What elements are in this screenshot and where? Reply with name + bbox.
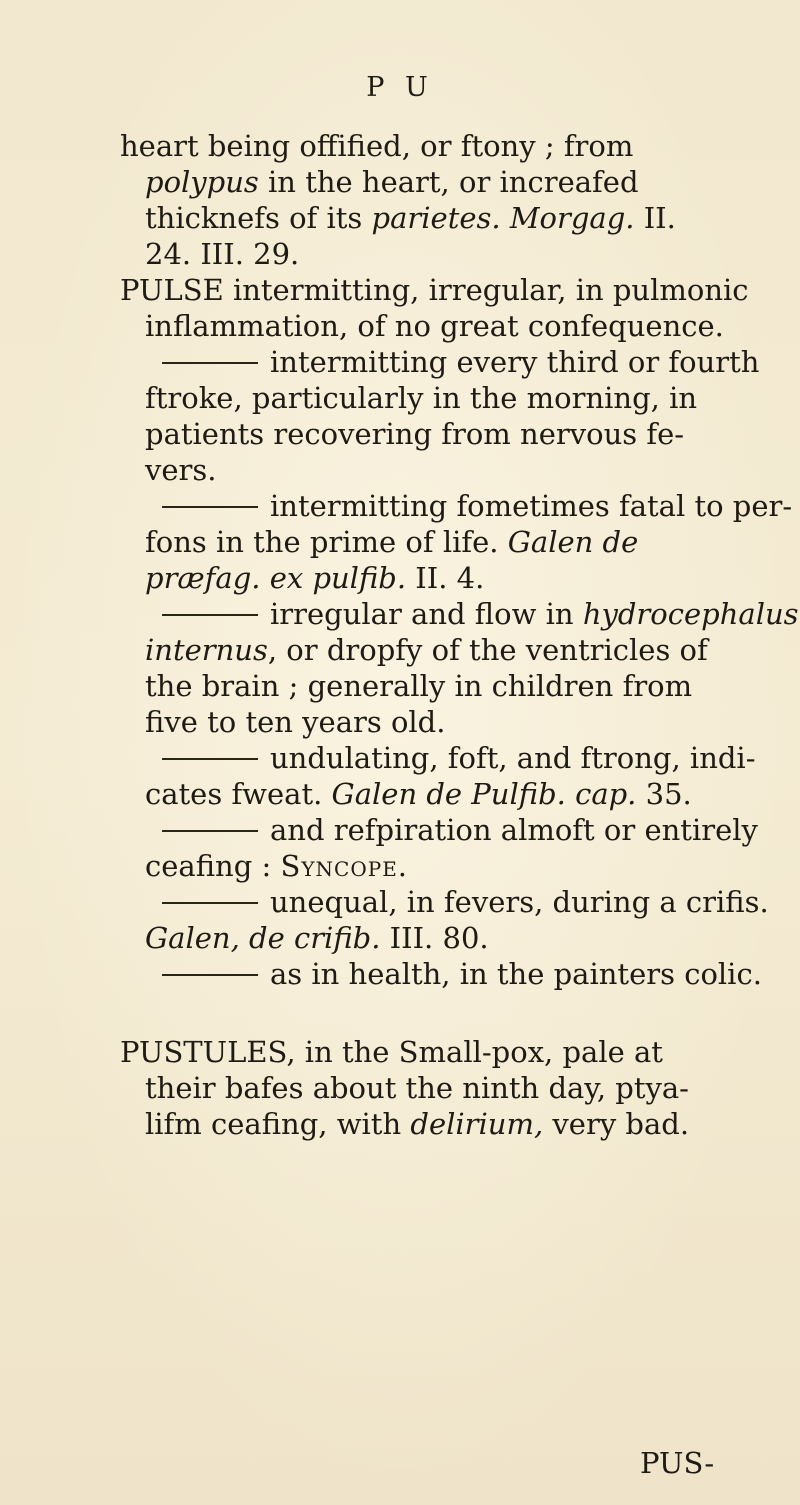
text-span: III. 80. bbox=[380, 921, 489, 955]
text-span: undulating, foft, and ftrong, indi- bbox=[270, 741, 756, 775]
text-line bbox=[145, 560, 484, 596]
text-span: patients recovering from nervous fe- bbox=[145, 417, 685, 451]
text-line bbox=[145, 164, 639, 200]
ditto-dash bbox=[162, 614, 258, 616]
text-span: irregular and flow in bbox=[270, 597, 583, 631]
italic-term: polypus bbox=[145, 165, 259, 199]
ditto-dash bbox=[162, 830, 258, 832]
text-line bbox=[270, 884, 769, 920]
italic-reference: Morgag. bbox=[509, 201, 635, 235]
text-span: PULSE intermitting, irregular, in pulmonic bbox=[120, 273, 749, 307]
text-span: cates fweat. bbox=[145, 777, 332, 811]
text-span: five to ten years old. bbox=[145, 705, 446, 739]
catchword: PUS- bbox=[640, 1446, 715, 1480]
text-span: inflammation, of no great confequence. bbox=[145, 309, 724, 343]
running-header: P U bbox=[366, 72, 434, 103]
text-line bbox=[145, 452, 217, 488]
text-line bbox=[145, 632, 708, 668]
text-span: II. bbox=[634, 201, 676, 235]
text-line bbox=[145, 668, 692, 704]
text-span: intermitting every third or fourth bbox=[270, 345, 760, 379]
entry-heading-pustules bbox=[120, 1034, 663, 1070]
text-span: intermitting fometimes fatal to per- bbox=[270, 489, 793, 523]
text-span: thicknefs of its bbox=[145, 201, 372, 235]
small-caps-term: Syncope. bbox=[280, 849, 409, 883]
text-span: 35. bbox=[636, 777, 692, 811]
italic-term: parietes. bbox=[371, 201, 501, 235]
italic-reference: Galen, de crifib. bbox=[145, 921, 381, 955]
text-line bbox=[270, 740, 756, 776]
text-line bbox=[145, 380, 697, 416]
italic-reference: Galen de Pulfib. cap. bbox=[331, 777, 637, 811]
text-line bbox=[270, 344, 759, 380]
text-span: unequal, in fevers, during a crifis. bbox=[270, 885, 769, 919]
text-span: vers. bbox=[145, 453, 217, 487]
text-line bbox=[145, 236, 299, 272]
text-span: PUSTULES, in the Small-pox, pale at bbox=[120, 1035, 663, 1069]
text-span: , or dropfy of the ventricles of bbox=[267, 633, 708, 667]
text-span: in the heart, or increafed bbox=[258, 165, 639, 199]
text-line bbox=[145, 1106, 689, 1142]
text-line bbox=[145, 848, 408, 884]
text-span: heart being offified, or ftony ; from bbox=[120, 129, 634, 163]
ditto-dash bbox=[162, 506, 258, 508]
text-span: lifm ceafing, with bbox=[145, 1107, 411, 1141]
text-span: fons in the prime of life. bbox=[145, 525, 508, 559]
text-span: as in health, in the painters colic. bbox=[270, 957, 762, 991]
text-line bbox=[145, 776, 692, 812]
italic-reference: Galen de bbox=[507, 525, 639, 559]
text-span: very bad. bbox=[543, 1107, 690, 1141]
text-line bbox=[270, 488, 792, 524]
text-span: ceafing : bbox=[145, 849, 281, 883]
text-line bbox=[145, 200, 676, 236]
text-span: 24. III. 29. bbox=[145, 237, 300, 271]
entry-heading-pulse bbox=[120, 272, 749, 308]
text-line bbox=[270, 812, 758, 848]
text-span: and refpiration almoft or entirely bbox=[270, 813, 758, 847]
text-span: the brain ; generally in children from bbox=[145, 669, 693, 703]
italic-term: internus bbox=[145, 633, 268, 667]
text-line bbox=[270, 956, 762, 992]
text-line bbox=[145, 920, 489, 956]
text-span: II. 4. bbox=[406, 561, 485, 595]
text-line bbox=[120, 128, 633, 164]
text-line bbox=[145, 308, 724, 344]
text-line bbox=[145, 524, 638, 560]
italic-term: delirium, bbox=[410, 1107, 544, 1141]
ditto-dash bbox=[162, 362, 258, 364]
italic-term: hydrocephalus bbox=[582, 597, 799, 631]
text-line bbox=[145, 1070, 689, 1106]
text-line bbox=[270, 596, 799, 632]
text-span: their bafes about the ninth day, ptya- bbox=[145, 1071, 689, 1105]
text-line bbox=[145, 704, 445, 740]
text-line bbox=[145, 416, 684, 452]
ditto-dash bbox=[162, 974, 258, 976]
ditto-dash bbox=[162, 902, 258, 904]
ditto-dash bbox=[162, 758, 258, 760]
italic-reference: præfag. ex pulfib. bbox=[145, 561, 407, 595]
text-span: ftroke, particularly in the morning, in bbox=[145, 381, 698, 415]
